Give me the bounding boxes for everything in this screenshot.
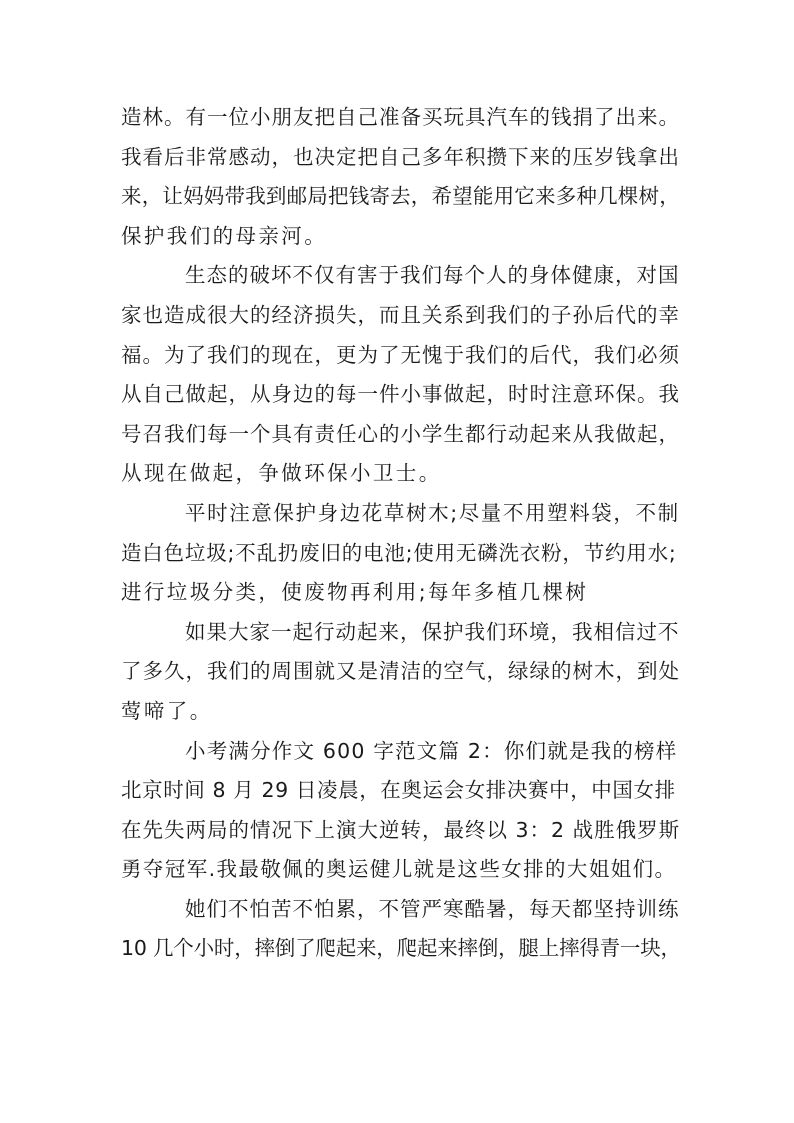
text-line: 福。为了我们的现在，更为了无愧于我们的后代，我们必须	[121, 342, 680, 367]
paragraph-first-line: 生态的破坏不仅有害于我们每个人的身体健康，对国	[185, 263, 680, 288]
paragraph-first-line: 她们不怕苦不怕累，不管严寒酷暑，每天都坚持训练	[185, 896, 680, 921]
text-line: 从现在做起，争做环保小卫士。	[121, 461, 442, 486]
text-line: 家也造成很大的经济损失，而且关系到我们的子孙后代的幸	[121, 302, 680, 327]
paragraph-first-line: 平时注意保护身边花草树木;尽量不用塑料袋，不制	[185, 500, 680, 525]
essay-heading-line: 小考满分作文 600 字范文篇 2：你们就是我的榜样	[185, 738, 678, 763]
text-line: 号召我们每一个具有责任心的小学生都行动起来从我做起，	[121, 421, 680, 446]
text-line: 造白色垃圾;不乱扔废旧的电池;使用无磷洗衣粉，节约用水;	[121, 540, 677, 565]
text-line: 从自己做起，从身边的每一件小事做起，时时注意环保。我	[121, 382, 680, 407]
text-line: 进行垃圾分类，使废物再利用;每年多植几棵树	[121, 580, 589, 605]
text-line: 了多久，我们的周围就又是清洁的空气，绿绿的树木，到处	[121, 659, 680, 684]
paragraph-first-line: 如果大家一起行动起来，保护我们环境，我相信过不	[185, 619, 680, 644]
text-line: 勇夺冠军.我最敬佩的奥运健儿就是这些女排的大姐姐们。	[121, 857, 677, 882]
text-line: 在先失两局的情况下上演大逆转，最终以 3：2 战胜俄罗斯	[121, 817, 681, 842]
text-line: 北京时间 8 月 29 日凌晨，在奥运会女排决赛中，中国女排	[121, 778, 676, 803]
text-line: 我看后非常感动，也决定把自己多年积攒下来的压岁钱拿出	[121, 144, 680, 169]
text-line: 造林。有一位小朋友把自己准备买玩具汽车的钱捐了出来。	[121, 105, 680, 129]
text-line: 莺啼了。	[121, 698, 213, 723]
text-line: 来，让妈妈带我到邮局把钱寄去，希望能用它来多种几棵树，	[121, 184, 680, 209]
text-line: 保护我们的母亲河。	[121, 223, 328, 248]
document-body	[121, 98, 681, 969]
text-line: 10 几个小时，摔倒了爬起来，爬起来摔倒，腿上摔得青一块，	[121, 936, 681, 961]
